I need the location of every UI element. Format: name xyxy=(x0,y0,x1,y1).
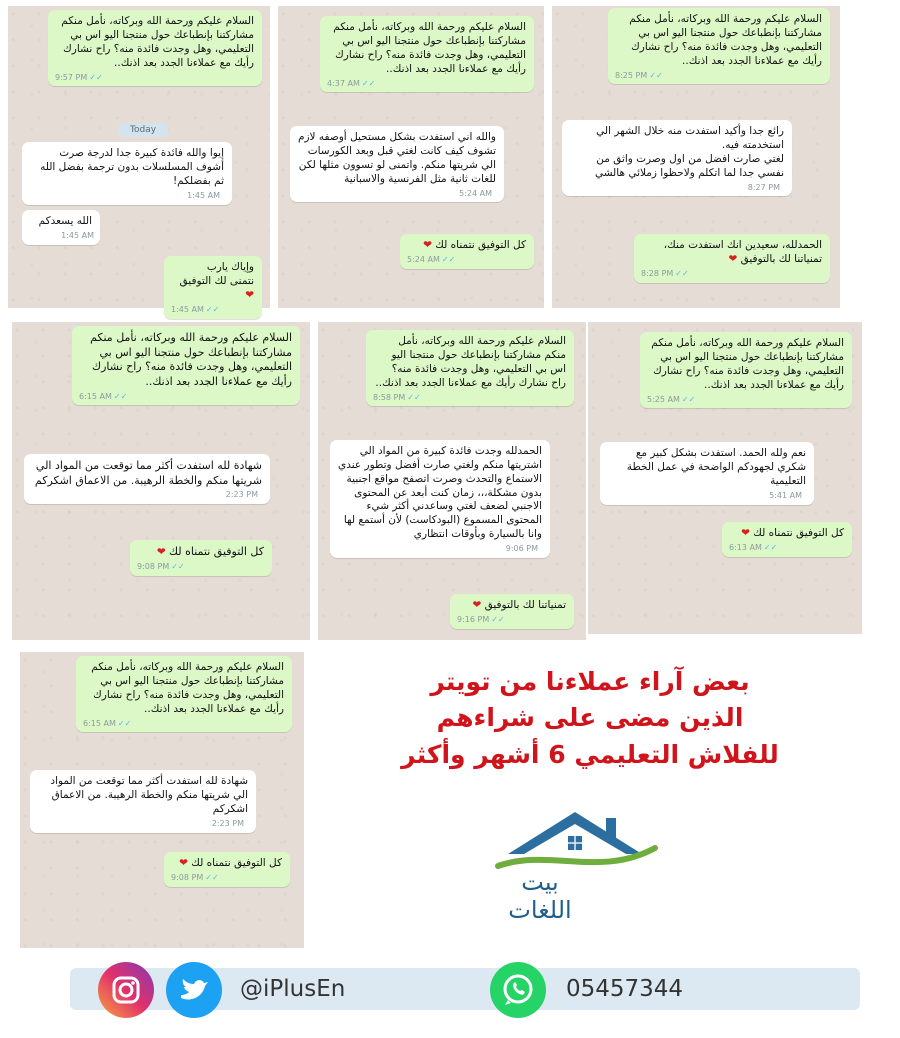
heart-icon: ❤ xyxy=(423,239,432,251)
read-ticks-icon: ✓✓ xyxy=(171,562,185,572)
message-time: 1:45 AM xyxy=(171,305,204,315)
read-ticks-icon: ✓✓ xyxy=(675,269,689,279)
message-text: كل التوفيق نتمناه لك xyxy=(435,239,526,251)
message-bubble xyxy=(72,326,300,405)
message-bubble xyxy=(30,770,256,833)
message-bubble xyxy=(164,256,262,319)
message-bubble xyxy=(722,522,852,557)
message-time: 9:57 PM xyxy=(55,72,88,82)
chat-screenshot-7 xyxy=(20,652,304,948)
message-text: شهادة لله استفدت أكثر مما توقعت من المواد الي شريتها منكم والخطة الرهيبة. من الاعماق اشكركم xyxy=(50,775,248,815)
read-ticks-icon: ✓✓ xyxy=(681,394,696,404)
date-separator: Today xyxy=(118,123,168,137)
message-time: 8:25 PM xyxy=(615,70,648,80)
chat-screenshot-2 xyxy=(278,6,544,308)
message-time: 8:27 PM xyxy=(747,182,780,192)
phone-number[interactable]: 05457344 xyxy=(566,976,684,1002)
message-bubble xyxy=(330,440,550,558)
read-ticks-icon: ✓✓ xyxy=(113,391,128,401)
message-bubble xyxy=(22,142,232,205)
read-ticks-icon: ✓✓ xyxy=(89,72,103,82)
read-ticks-icon: ✓✓ xyxy=(407,392,421,402)
message-text: تمنياتنا لك بالتوفيق xyxy=(484,599,566,611)
message-time: 8:58 PM xyxy=(373,392,406,402)
message-time: 9:16 PM xyxy=(457,615,490,625)
chat-screenshot-5 xyxy=(318,322,586,640)
read-ticks-icon: ✓✓ xyxy=(117,718,132,728)
message-time: 1:45 AM xyxy=(187,191,220,201)
message-text: نعم ولله الحمد. استفدت بشكل كبير مع شكري لجهودكم الواضحة في عمل الخطة التعليمية xyxy=(626,447,806,487)
read-ticks-icon: ✓✓ xyxy=(649,70,663,80)
whatsapp-icon[interactable] xyxy=(490,962,546,1018)
message-time: 6:13 AM xyxy=(729,543,762,553)
message-text: كل التوفيق نتمناه لك xyxy=(753,527,844,539)
message-time: 5:41 AM xyxy=(769,491,802,501)
message-text: كل التوفيق نتمناه لك xyxy=(191,857,282,869)
message-text: شهادة لله استفدت أكثر مما توقعت من المواد الي شريتها منكم والخطة الرهيبة. من الاعماق اشكركم xyxy=(34,459,262,487)
message-text: كل التوفيق نتمناه لك xyxy=(168,545,264,558)
read-ticks-icon: ✓✓ xyxy=(441,255,456,265)
chat-screenshot-4 xyxy=(12,322,310,640)
heart-icon: ❤ xyxy=(472,599,482,611)
twitter-handle[interactable]: @iPlusEn xyxy=(240,976,346,1002)
message-time: 9:06 PM xyxy=(505,544,538,554)
message-bubble xyxy=(450,594,574,629)
message-text: السلام عليكم ورحمة الله وبركاته، نأمل منكم مشاركتنا بإنطباعك حول منتجنا اليو اس بي التعليمي، وهل وجدت فائدة منه؟ راح نشارك رأيك مع عملاءنا الجدد بعد اذنك.. xyxy=(90,331,292,388)
message-bubble xyxy=(366,330,574,406)
read-ticks-icon: ✓✓ xyxy=(205,305,220,315)
read-ticks-icon: ✓✓ xyxy=(491,615,505,625)
message-bubble xyxy=(562,120,792,196)
message-text: السلام عليكم ورحمة الله وبركاته، نأمل منكم مشاركتنا بإنطباعك حول منتجنا اليو اس بي التعليمي، وهل وجدت فائدة منه؟ راح نشارك رأيك مع عملاءنا الجدد بعد اذنك.. xyxy=(91,661,284,715)
message-text: السلام عليكم ورحمة الله وبركاته، نأمل منكم مشاركتنا بإنطباعك حول منتجنا اليو اس بي التعليمي، وهل وجدت فائدة منه؟ راح نشارك رأيك مع عملاءنا الجدد بعد اذنك.. xyxy=(375,335,566,389)
message-bubble xyxy=(24,454,270,504)
message-text: السلام عليكم ورحمة الله وبركاته، نأمل منكم مشاركتنا بإنطباعك حول منتجنا اليو اس بي التعليمي، وهل وجدت فائدة منه؟ راح نشارك رأيك مع عملاءنا الجدد بعد اذنك.. xyxy=(333,21,526,75)
headline-line-3: للفلاش التعليمي 6 أشهر وأكثر xyxy=(401,739,779,769)
message-bubble xyxy=(400,234,534,269)
message-bubble xyxy=(76,656,292,732)
message-time: 5:24 AM xyxy=(407,255,440,265)
message-time: 9:08 PM xyxy=(171,873,204,883)
message-text: وإياك يارب نتمنى لك التوفيق xyxy=(179,261,254,287)
chat-screenshot-3 xyxy=(552,6,840,308)
headline xyxy=(360,664,820,773)
message-text: السلام عليكم ورحمة الله وبركاته، نأمل منكم مشاركتنا بإنطباعك حول منتجنا اليو اس بي التعليمي، وهل وجدت فائدة منه؟ راح نشارك رأيك مع عملاءنا الجدد بعد اذنك.. xyxy=(651,337,844,391)
message-bubble xyxy=(290,126,504,202)
message-text: رائع جدا وأكيد استفدت منه خلال الشهر الي استخدمته فيه. لغتي صارت افضل من اول وصرت واثق من نفسي جدا لما اتكلم ولاحظوا زملائي هالشي xyxy=(594,125,784,179)
headline-line-2: الذين مضى على شراءهم xyxy=(436,703,744,733)
instagram-icon[interactable] xyxy=(98,962,154,1018)
message-text: السلام عليكم ورحمة الله وبركاته، نأمل منكم مشاركتنا بإنطباعك حول منتجنا اليو اس بي التعليمي، وهل وجدت فائدة منه؟ راح نشارك رأيك مع عملاءنا الجدد بعد اذنك.. xyxy=(629,13,822,67)
heart-icon: ❤ xyxy=(245,288,254,301)
message-time: 9:08 PM xyxy=(137,562,170,572)
message-time: 2:23 PM xyxy=(211,819,244,829)
message-time: 1:45 AM xyxy=(61,231,94,241)
message-bubble xyxy=(320,16,534,92)
message-bubble xyxy=(634,234,830,283)
message-time: 8:28 PM xyxy=(641,269,674,279)
message-text: السلام عليكم ورحمة الله وبركاته، نأمل منكم مشاركتنا بإنطباعك حول منتجنا اليو اس بي التعليمي، وهل وجدت فائدة منه؟ راح نشارك رأيك مع عملاءنا الجدد بعد اذنك.. xyxy=(61,15,254,69)
message-time: 4:37 AM xyxy=(327,78,360,88)
message-bubble xyxy=(164,852,290,887)
chat-screenshot-6 xyxy=(588,322,862,634)
message-time: 5:25 AM xyxy=(647,394,680,404)
brand-name: بيت اللغات xyxy=(508,868,572,924)
headline-line-1: بعض آراء عملاءنا من تويتر xyxy=(430,667,750,696)
twitter-icon[interactable] xyxy=(166,962,222,1018)
message-text: والله اني استفدت بشكل مستحيل أوصفه لازم تشوف كيف كانت لغتي قبل وبعد الكورسات الي شريتها منكم. واتمنى لو تسوون مثلها لكن للغات ثانية مثل الفرنسية والاسبانية xyxy=(297,131,496,185)
message-text: الله يسعدكم xyxy=(38,215,92,227)
message-bubble xyxy=(600,442,814,505)
heart-icon: ❤ xyxy=(741,527,750,539)
chat-screenshot-1 xyxy=(8,6,270,315)
message-bubble xyxy=(640,332,852,408)
read-ticks-icon: ✓✓ xyxy=(763,543,778,553)
message-time: 6:15 AM xyxy=(79,391,112,401)
heart-icon: ❤ xyxy=(156,546,166,558)
message-text: إيوا والله فائدة كبيرة جدا لدرجة صرت أشوف المسلسلات بدون ترجمة بفضل الله ثم بفضلكم! xyxy=(40,147,224,187)
read-ticks-icon: ✓✓ xyxy=(205,873,219,883)
message-text: الحمدلله، سعيدين انك استفدت منك، تمنياتنا لك بالتوفيق xyxy=(663,239,822,265)
message-bubble xyxy=(130,540,272,576)
message-time: 5:24 AM xyxy=(459,188,492,198)
message-time: 6:15 AM xyxy=(83,718,116,728)
heart-icon: ❤ xyxy=(179,857,188,869)
message-time: 2:23 PM xyxy=(225,490,258,500)
message-text: الحمدلله وجدت فائدة كبيرة من المواد الي اشتريتها منكم ولغتي صارت أفضل وتطور عندي الاستماع والتحدث وصرت اتصفح مواقع اجنبية بدون مشكلة،،، زمان كنت أبعد عن المحتوى الاجنبي لضعف لغتي وساعدني أكثر شيء المحتوى المسموع (البودكاست) لأن أستمع لها وانا بالسيارة وبأوقات انتظاري xyxy=(338,445,542,541)
message-bubble xyxy=(22,210,100,245)
read-ticks-icon: ✓✓ xyxy=(361,78,376,88)
message-bubble xyxy=(48,10,262,86)
heart-icon: ❤ xyxy=(728,252,738,265)
message-bubble xyxy=(608,8,830,84)
